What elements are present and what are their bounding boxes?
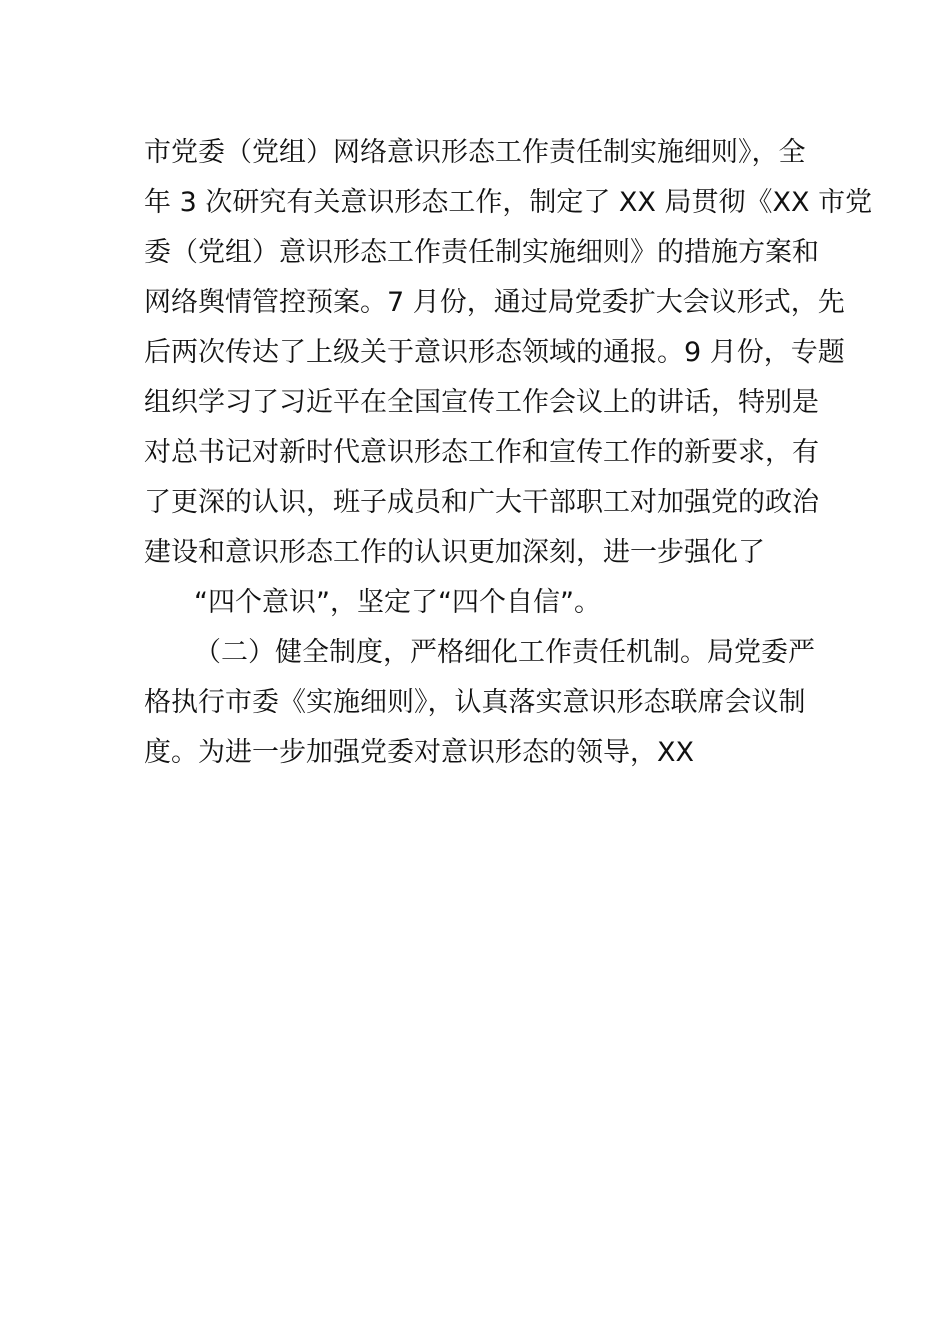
text-line: 对总书记对新时代意识形态工作和宣传工作的新要求，有: [144, 437, 819, 468]
text-line: 了更深的认识，班子成员和广大干部职工对加强党的政治: [144, 487, 819, 518]
text-line: 格执行市委《实施细则》，认真落实意识形态联席会议制: [144, 687, 806, 718]
text-line: 度。为进一步加强党委对意识形态的领导，XX: [144, 737, 694, 768]
text-line: 市党委（党组）网络意识形态工作责任制实施细则》，全: [144, 137, 806, 168]
text-line: 网络舆情管控预案。7 月份，通过局党委扩大会议形式，先: [144, 287, 845, 318]
text-line: 后两次传达了上级关于意识形态领域的通报。9 月份，专题: [144, 337, 845, 368]
text-line: “四个意识”，坚定了“四个自信”。: [194, 587, 601, 618]
text-line: 组织学习了习近平在全国宣传工作会议上的讲话，特别是: [144, 387, 819, 418]
text-line: 建设和意识形态工作的认识更加深刻，进一步强化了: [144, 537, 765, 568]
body-text: [144, 128, 873, 778]
text-line: 委（党组）意识形态工作责任制实施细则》的措施方案和: [144, 237, 819, 268]
text-line: 年 3 次研究有关意识形态工作，制定了 XX 局贯彻《XX 市党: [144, 187, 873, 218]
section-heading-line: （二）健全制度，严格细化工作责任机制。局党委严: [194, 637, 815, 668]
